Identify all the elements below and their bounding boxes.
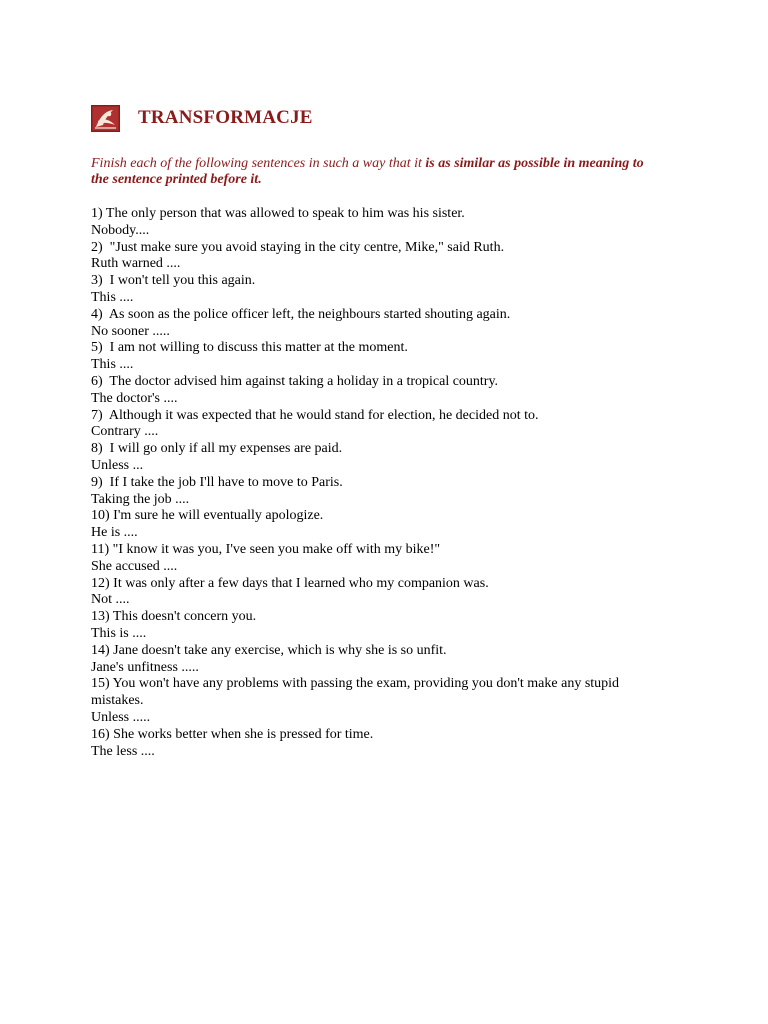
exercise-prompt: He is .... xyxy=(91,525,138,541)
exercise-prompt: The doctor's .... xyxy=(91,390,178,406)
exercise-sentence: 2) "Just make sure you avoid staying in the city centre, Mike," said Ruth. xyxy=(91,239,505,255)
exercise-sentence: 3) I won't tell you this again. xyxy=(91,273,256,289)
exercise-sentence: 12) It was only after a few days that I learned who my companion was. xyxy=(91,575,489,591)
exercise-prompt: Taking the job .... xyxy=(91,491,190,507)
exercise-sentence: 8) I will go only if all my expenses are paid. xyxy=(91,441,343,457)
exercise-prompt: The less .... xyxy=(91,743,155,759)
exercise-sentence: 16) She works better when she is pressed for time. xyxy=(91,726,374,742)
page-title: TRANSFORMACJE xyxy=(138,107,313,128)
exercise-sentence: 4) As soon as the police officer left, the neighbours started shouting again. xyxy=(91,306,511,322)
document-page xyxy=(91,103,651,760)
exercise-sentence: 6) The doctor advised him against taking a holiday in a tropical country. xyxy=(91,373,499,389)
exercise-prompt: Jane's unfitness ..... xyxy=(91,659,199,675)
ampersand-logo-icon xyxy=(91,105,120,132)
exercise-sentence: 9) If I take the job I'll have to move to Paris. xyxy=(91,474,343,490)
exercise-sentence: 13) This doesn't concern you. xyxy=(91,609,257,625)
exercise-sentence: 1) The only person that was allowed to speak to him was his sister. xyxy=(91,206,465,221)
exercise-sentence: 14) Jane doesn't take any exercise, which is why she is so unfit. xyxy=(91,642,447,658)
exercise-sentence: 7) Although it was expected that he would stand for election, he decided not to. xyxy=(91,407,539,423)
exercise-sentence: 15) You won't have any problems with passing the exam, providing you don't make any stupid mistakes. xyxy=(91,676,623,709)
exercise-sentence: 10) I'm sure he will eventually apologize. xyxy=(91,508,324,524)
exercise-prompt: She accused .... xyxy=(91,558,178,574)
exercise-prompt: Nobody.... xyxy=(91,222,150,238)
exercise-list xyxy=(91,206,651,760)
exercise-sentence: 11) "I know it was you, I've seen you make off with my bike!" xyxy=(91,541,441,557)
exercise-prompt: This .... xyxy=(91,357,134,373)
exercise-prompt: Unless ... xyxy=(91,457,144,473)
exercise-prompt: This is .... xyxy=(91,625,147,641)
instructions-emphasis: is as similar as possible in meaning to the sentence printed before it. xyxy=(91,156,644,187)
exercise-prompt: Not .... xyxy=(91,592,130,608)
instructions xyxy=(91,156,651,188)
exercise-prompt: Unless ..... xyxy=(91,709,151,725)
exercise-sentence: 5) I am not willing to discuss this matter at the moment. xyxy=(91,340,408,356)
exercise-prompt: Ruth warned .... xyxy=(91,256,181,272)
instructions-plain: Finish each of the following sentences in such a way that it xyxy=(91,156,426,171)
exercise-prompt: Contrary .... xyxy=(91,424,159,440)
document-header xyxy=(91,103,651,133)
exercise-prompt: This .... xyxy=(91,289,134,305)
exercise-prompt: No sooner ..... xyxy=(91,323,170,339)
